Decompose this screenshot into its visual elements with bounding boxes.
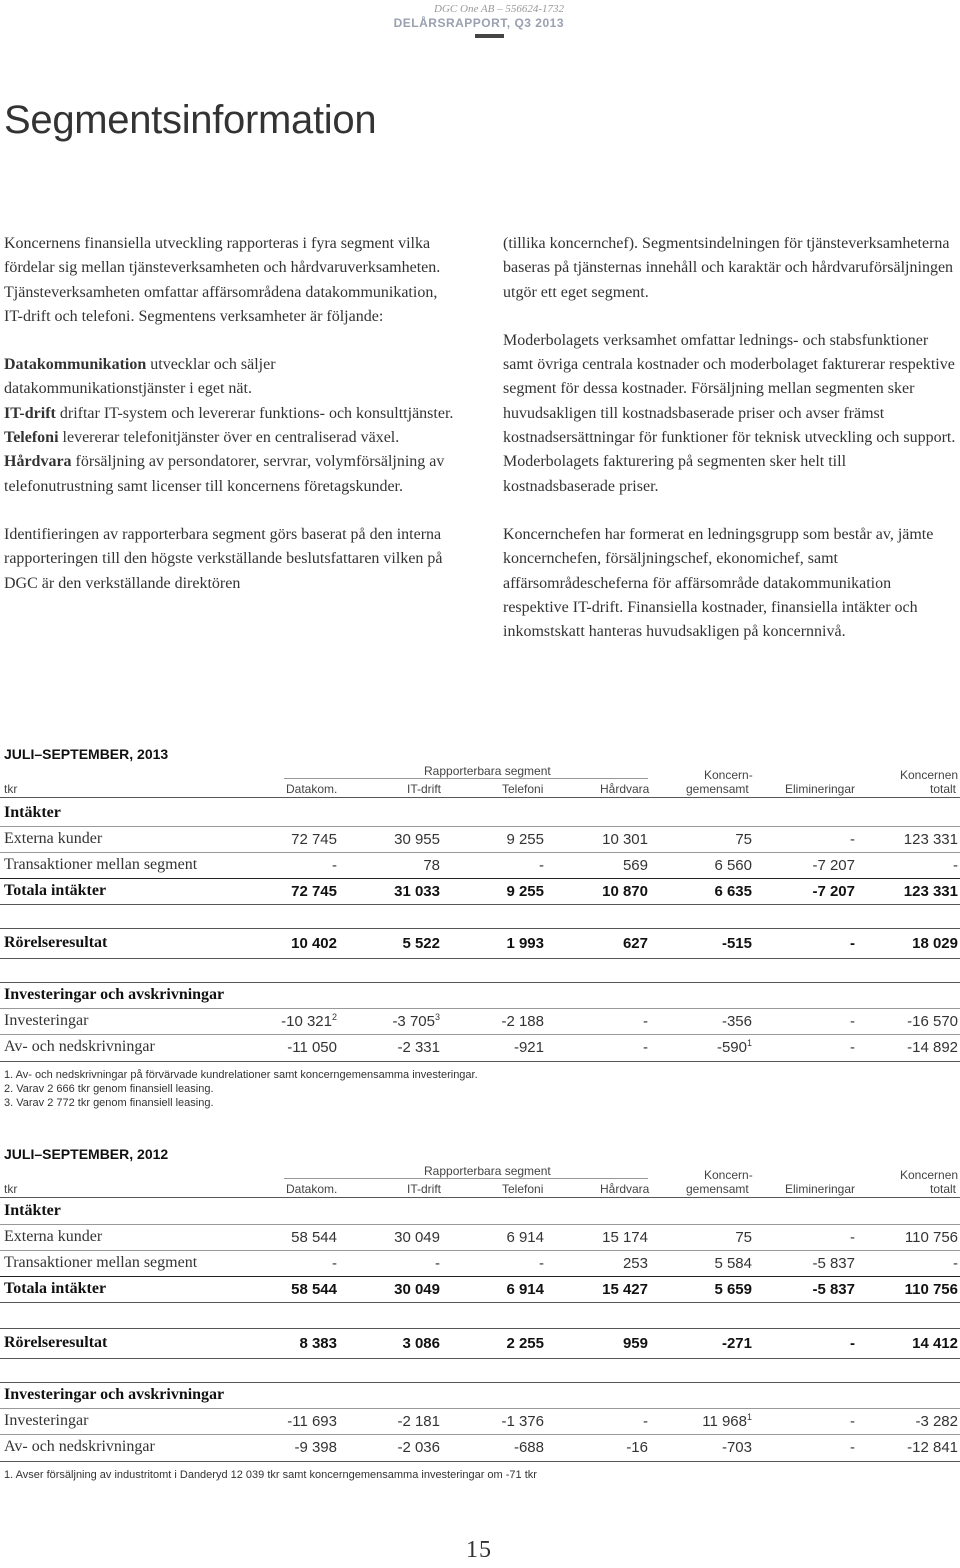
cell-elim: - bbox=[850, 1335, 855, 1352]
cell-datakom: 10 402 bbox=[291, 935, 337, 952]
cell-datakom: 72 745 bbox=[291, 831, 337, 848]
cell-elim: - bbox=[850, 1229, 855, 1246]
row-label: Av- och nedskrivningar bbox=[4, 1038, 155, 1055]
row-label: Externa kunder bbox=[4, 1228, 103, 1245]
row-rule bbox=[0, 1461, 960, 1462]
cell-total: -3 282 bbox=[915, 1413, 958, 1430]
reportable-segments-header: Rapporterbara segment bbox=[424, 1164, 551, 1178]
table-row-total bbox=[0, 880, 960, 904]
management-paragraph: Koncernchefen har formerat en ledningsgrupp som består av, jämte koncernchefen, försäljningschef, ekonomichef, samt affärsområdescheferna för affärsområde datakommunikation respektive IT-drift. Finansiella kostnader, finansiella intäkter och inkomstskatt hanteras huvudsakligen på koncernnivå. bbox=[503, 525, 934, 641]
cell-datakom: - bbox=[332, 857, 337, 874]
row-label: Totala intäkter bbox=[4, 1280, 107, 1297]
table-title: JULI–SEPTEMBER, 2013 bbox=[4, 746, 169, 762]
segment-desc: försäljning av persondatorer, servrar, volymförsäljning av telefonutrustning samt licenser till koncernens företagskunder. bbox=[4, 453, 445, 495]
cell-koncern: -703 bbox=[721, 1439, 752, 1456]
col-hardvara-header: Hårdvara bbox=[600, 1182, 650, 1196]
cell-datakom: 8 383 bbox=[299, 1335, 337, 1352]
report-header bbox=[394, 2, 564, 30]
segment-hardvara bbox=[4, 450, 454, 499]
row-label: Transaktioner mellan segment bbox=[4, 856, 198, 873]
row-label: Transaktioner mellan segment bbox=[4, 1254, 198, 1271]
segment-itdrift bbox=[4, 402, 454, 426]
cell-koncern: 75 bbox=[735, 831, 752, 848]
cell-elim: - bbox=[850, 1413, 855, 1430]
cell-itdrift: 30 955 bbox=[394, 831, 440, 848]
cell-telefoni: - bbox=[539, 857, 544, 874]
table-row-total bbox=[0, 1278, 960, 1302]
footnote-ref: 3 bbox=[434, 1012, 440, 1022]
col-itdrift-header: IT-drift bbox=[407, 782, 442, 796]
cell-koncern: -271 bbox=[721, 1335, 752, 1352]
segment-telefoni bbox=[4, 426, 454, 450]
cell-itdrift: - bbox=[435, 1255, 440, 1272]
row-label: Investeringar bbox=[4, 1412, 89, 1429]
footnote-3: 3. Varav 2 772 tkr genom finansiell leasing. bbox=[4, 1097, 214, 1109]
col-koncernen-header-2: totalt bbox=[930, 1182, 957, 1196]
footnote-1: 1. Av- och nedskrivningar på förvärvade kundrelationer samt koncerngemensamma investeringar. bbox=[4, 1069, 478, 1081]
cell-value: 11 968 bbox=[702, 1413, 747, 1430]
row-rule bbox=[0, 1224, 960, 1225]
row-rule bbox=[0, 826, 960, 827]
section-investeringar: Investeringar och avskrivningar bbox=[4, 1386, 225, 1403]
cell-hardvara: 15 174 bbox=[602, 1229, 648, 1246]
col-tkr-header: tkr bbox=[4, 782, 18, 796]
footnote-ref: 1 bbox=[746, 1038, 752, 1048]
segment-datakom bbox=[4, 353, 454, 402]
cell-itdrift: 30 049 bbox=[394, 1229, 440, 1246]
cell-hardvara: 569 bbox=[622, 857, 648, 874]
footnote-ref: 1 bbox=[746, 1412, 752, 1422]
row-rule bbox=[0, 1061, 960, 1062]
cell-elim: - bbox=[850, 831, 855, 848]
cell-total: 110 756 bbox=[904, 1229, 958, 1246]
cell-telefoni: - bbox=[539, 1255, 544, 1272]
left-text-column bbox=[4, 232, 454, 596]
cell-elim: - bbox=[850, 1439, 855, 1456]
cell-telefoni: -1 376 bbox=[501, 1413, 544, 1430]
segment-division-paragraph: (tillika koncernchef). Segmentsindelningen för tjänsteverksamheterna baseras på tjänsternas innehåll och karaktär och hårdvaruförsäljningen utgör ett eget segment. bbox=[503, 235, 954, 301]
row-label: Rörelseresultat bbox=[4, 934, 108, 951]
cell-telefoni: 1 993 bbox=[506, 935, 544, 952]
report-name: DELÅRSRAPPORT, Q3 2013 bbox=[393, 16, 564, 30]
row-rule bbox=[0, 1302, 960, 1303]
cell-elim: - bbox=[850, 1039, 855, 1056]
row-rule bbox=[0, 1250, 960, 1251]
row-rule bbox=[0, 1328, 960, 1329]
table-row bbox=[0, 1036, 960, 1060]
cell-telefoni: -688 bbox=[513, 1439, 544, 1456]
cell-elim: - bbox=[850, 935, 855, 952]
table-title: JULI–SEPTEMBER, 2012 bbox=[4, 1146, 169, 1162]
cell-value: -3 705 bbox=[392, 1013, 435, 1030]
row-label: Av- och nedskrivningar bbox=[4, 1438, 155, 1455]
cell-total: 123 331 bbox=[903, 831, 958, 848]
header-bottom-rule bbox=[0, 797, 960, 798]
cell-hardvara: - bbox=[643, 1039, 648, 1056]
cell-total: 14 412 bbox=[912, 1335, 958, 1352]
cell-hardvara: -16 bbox=[626, 1439, 648, 1456]
cell-elim: -7 207 bbox=[812, 857, 855, 874]
cell-koncern: 5 584 bbox=[714, 1255, 752, 1272]
cell-datakom: -11 693 bbox=[287, 1413, 337, 1430]
cell-hardvara: 10 301 bbox=[602, 831, 648, 848]
cell-total: 123 331 bbox=[903, 883, 958, 900]
cell-telefoni: -921 bbox=[513, 1039, 544, 1056]
footnote-ref: 2 bbox=[331, 1012, 337, 1022]
reportable-segments-header: Rapporterbara segment bbox=[424, 764, 551, 778]
table-row-total bbox=[0, 1332, 960, 1356]
cell-itdrift: 3 086 bbox=[402, 1335, 440, 1352]
cell-total: 18 029 bbox=[912, 935, 958, 952]
table-row bbox=[0, 1410, 960, 1434]
col-elim-header: Elimineringar bbox=[785, 1182, 856, 1196]
cell-itdrift: 78 bbox=[423, 857, 440, 874]
cell-itdrift: 5 522 bbox=[402, 935, 440, 952]
table-row bbox=[0, 1226, 960, 1250]
cell-total: -14 892 bbox=[907, 1039, 958, 1056]
cell-koncern: 5 659 bbox=[714, 1281, 752, 1298]
cell-telefoni: 2 255 bbox=[506, 1335, 544, 1352]
company-id: DGC One AB – 556624-1732 bbox=[434, 3, 564, 15]
footnote-2: 2. Varav 2 666 tkr genom finansiell leasing. bbox=[4, 1083, 214, 1095]
col-elim-header: Elimineringar bbox=[785, 782, 856, 796]
segment-desc: utvecklar och säljer datakommunikationstjänster i eget nät. bbox=[4, 356, 276, 398]
row-label: Externa kunder bbox=[4, 830, 103, 847]
row-rule bbox=[0, 852, 960, 853]
row-rule bbox=[0, 904, 960, 905]
row-label: Investeringar bbox=[4, 1012, 89, 1029]
cell-datakom: 72 745 bbox=[291, 883, 337, 900]
table-row bbox=[0, 828, 960, 852]
cell-koncern bbox=[702, 1413, 752, 1430]
cell-telefoni: 6 914 bbox=[506, 1229, 544, 1246]
cell-telefoni: 9 255 bbox=[506, 831, 544, 848]
cell-hardvara: 15 427 bbox=[602, 1281, 648, 1298]
cell-elim: - bbox=[850, 1013, 855, 1030]
cell-total: -16 570 bbox=[907, 1013, 958, 1030]
col-datakom-header: Datakom. bbox=[286, 782, 338, 796]
cell-hardvara: 959 bbox=[622, 1335, 648, 1352]
cell-hardvara: - bbox=[643, 1013, 648, 1030]
section-intakter: Intäkter bbox=[4, 1202, 61, 1219]
cell-koncern: 6 560 bbox=[714, 857, 752, 874]
row-rule bbox=[0, 982, 960, 983]
table-row bbox=[0, 1010, 960, 1034]
cell-elim: -5 837 bbox=[812, 1281, 855, 1298]
cell-itdrift: 31 033 bbox=[394, 883, 440, 900]
cell-value: -10 321 bbox=[281, 1013, 332, 1030]
cell-total: - bbox=[953, 857, 958, 874]
cell-telefoni: -2 188 bbox=[501, 1013, 544, 1030]
col-koncern-header-2: gemensamt bbox=[686, 1182, 749, 1196]
cell-telefoni: 6 914 bbox=[506, 1281, 544, 1298]
col-telefoni-header: Telefoni bbox=[502, 782, 544, 796]
identification-paragraph: Identifieringen av rapporterbara segment görs baserat på den interna rapporteringen till den högste verkställande beslutsfattaren vilken på DGC är den verkställande direktören bbox=[4, 525, 443, 592]
right-text-column bbox=[503, 232, 958, 644]
section-intakter: Intäkter bbox=[4, 804, 61, 821]
cell-datakom: -9 398 bbox=[294, 1439, 337, 1456]
intro-paragraph: Koncernens finansiella utveckling rapporteras i fyra segment vilka fördelar sig mellan tjänsteverksamheten och hårdvaruverksamheten. Tjänsteverksamheten omfattar affärsområdena datakommunikation, IT-drift och telefoni. Segmentens verksamheter är följande: bbox=[4, 235, 441, 325]
page-number: 15 bbox=[466, 1537, 492, 1563]
cell-koncern: -515 bbox=[721, 935, 752, 952]
row-rule bbox=[0, 928, 960, 929]
page-title: Segmentsinformation bbox=[4, 98, 377, 142]
col-tkr-header: tkr bbox=[4, 1182, 18, 1196]
row-rule bbox=[0, 1358, 960, 1359]
cell-itdrift: 30 049 bbox=[394, 1281, 440, 1298]
segment-desc: driftar IT-system och levererar funktions- och konsulttjänster. bbox=[55, 404, 454, 422]
cell-koncern: -356 bbox=[721, 1013, 752, 1030]
col-koncern-header-1: Koncern- bbox=[704, 768, 753, 782]
cell-koncern: 75 bbox=[735, 1229, 752, 1246]
row-label: Rörelseresultat bbox=[4, 1334, 108, 1351]
cell-datakom: 58 544 bbox=[291, 1281, 337, 1298]
col-datakom-header: Datakom. bbox=[286, 1182, 338, 1196]
col-koncernen-header-1: Koncernen bbox=[900, 768, 959, 782]
header-rule bbox=[284, 1178, 648, 1179]
cell-hardvara: 10 870 bbox=[602, 883, 648, 900]
table-row bbox=[0, 854, 960, 878]
col-itdrift-header: IT-drift bbox=[407, 1182, 442, 1196]
cell-itdrift bbox=[392, 1013, 440, 1030]
row-rule bbox=[0, 878, 960, 879]
row-rule bbox=[0, 1276, 960, 1277]
segment-name: IT-drift bbox=[4, 404, 56, 422]
col-koncern-header-2: gemensamt bbox=[686, 782, 749, 796]
table-row-total bbox=[0, 932, 960, 956]
cell-elim: -7 207 bbox=[812, 883, 855, 900]
cell-total: - bbox=[953, 1255, 958, 1272]
col-hardvara-header: Hårdvara bbox=[600, 782, 650, 796]
col-telefoni-header: Telefoni bbox=[502, 1182, 544, 1196]
cell-total: -12 841 bbox=[907, 1439, 958, 1456]
cell-datakom: - bbox=[332, 1255, 337, 1272]
cell-total: 110 756 bbox=[904, 1281, 958, 1298]
col-koncernen-header-2: totalt bbox=[930, 782, 957, 796]
col-koncernen-header-1: Koncernen bbox=[900, 1168, 959, 1182]
segment-desc: levererar telefonitjänster över en centraliserad växel. bbox=[58, 429, 400, 447]
row-rule bbox=[0, 1008, 960, 1009]
row-rule bbox=[0, 1034, 960, 1035]
row-rule bbox=[0, 1408, 960, 1409]
header-rule bbox=[284, 778, 648, 779]
row-rule bbox=[0, 1382, 960, 1383]
segment-name: Datakommunikation bbox=[4, 356, 147, 374]
cell-koncern bbox=[717, 1039, 752, 1056]
footnote-1: 1. Avser försäljning av industritomt i Danderyd 12 039 tkr samt koncerngemensamma investeringar om -71 tkr bbox=[4, 1469, 537, 1481]
cell-itdrift: -2 036 bbox=[397, 1439, 440, 1456]
row-label: Totala intäkter bbox=[4, 882, 107, 899]
row-rule bbox=[0, 958, 960, 959]
cell-hardvara: 627 bbox=[622, 935, 648, 952]
parent-company-paragraph: Moderbolagets verksamhet omfattar lednings- och stabsfunktioner samt övriga centrala kostnader och moderbolaget fakturerar respektive segment för dessa kostnader. Försäljning mellan segmenten sker huvudsakligen till kostnadsbaserade priser och avser främst kostnadsersättningar för funktioner för teknisk utveckling och support. Moderbolagets fakturering på segmenten sker helt till kostnadsbaserade priser. bbox=[503, 331, 956, 495]
cell-itdrift: -2 331 bbox=[397, 1039, 440, 1056]
cell-hardvara: 253 bbox=[622, 1255, 648, 1272]
header-rule bbox=[475, 34, 504, 38]
cell-hardvara: - bbox=[643, 1413, 648, 1430]
table-row bbox=[0, 1252, 960, 1276]
cell-value: -590 bbox=[716, 1039, 747, 1056]
cell-telefoni: 9 255 bbox=[506, 883, 544, 900]
cell-elim: -5 837 bbox=[812, 1255, 855, 1272]
cell-koncern: 6 635 bbox=[714, 883, 752, 900]
segment-name: Telefoni bbox=[4, 429, 59, 447]
col-koncern-header-1: Koncern- bbox=[704, 1168, 753, 1182]
row-rule bbox=[0, 1434, 960, 1435]
cell-datakom bbox=[281, 1013, 337, 1030]
cell-itdrift: -2 181 bbox=[397, 1413, 440, 1430]
cell-datakom: 58 544 bbox=[291, 1229, 337, 1246]
table-row bbox=[0, 1436, 960, 1460]
section-investeringar: Investeringar och avskrivningar bbox=[4, 986, 225, 1003]
cell-datakom: -11 050 bbox=[287, 1039, 337, 1056]
segment-name: Hårdvara bbox=[4, 453, 72, 471]
header-bottom-rule bbox=[0, 1197, 960, 1198]
